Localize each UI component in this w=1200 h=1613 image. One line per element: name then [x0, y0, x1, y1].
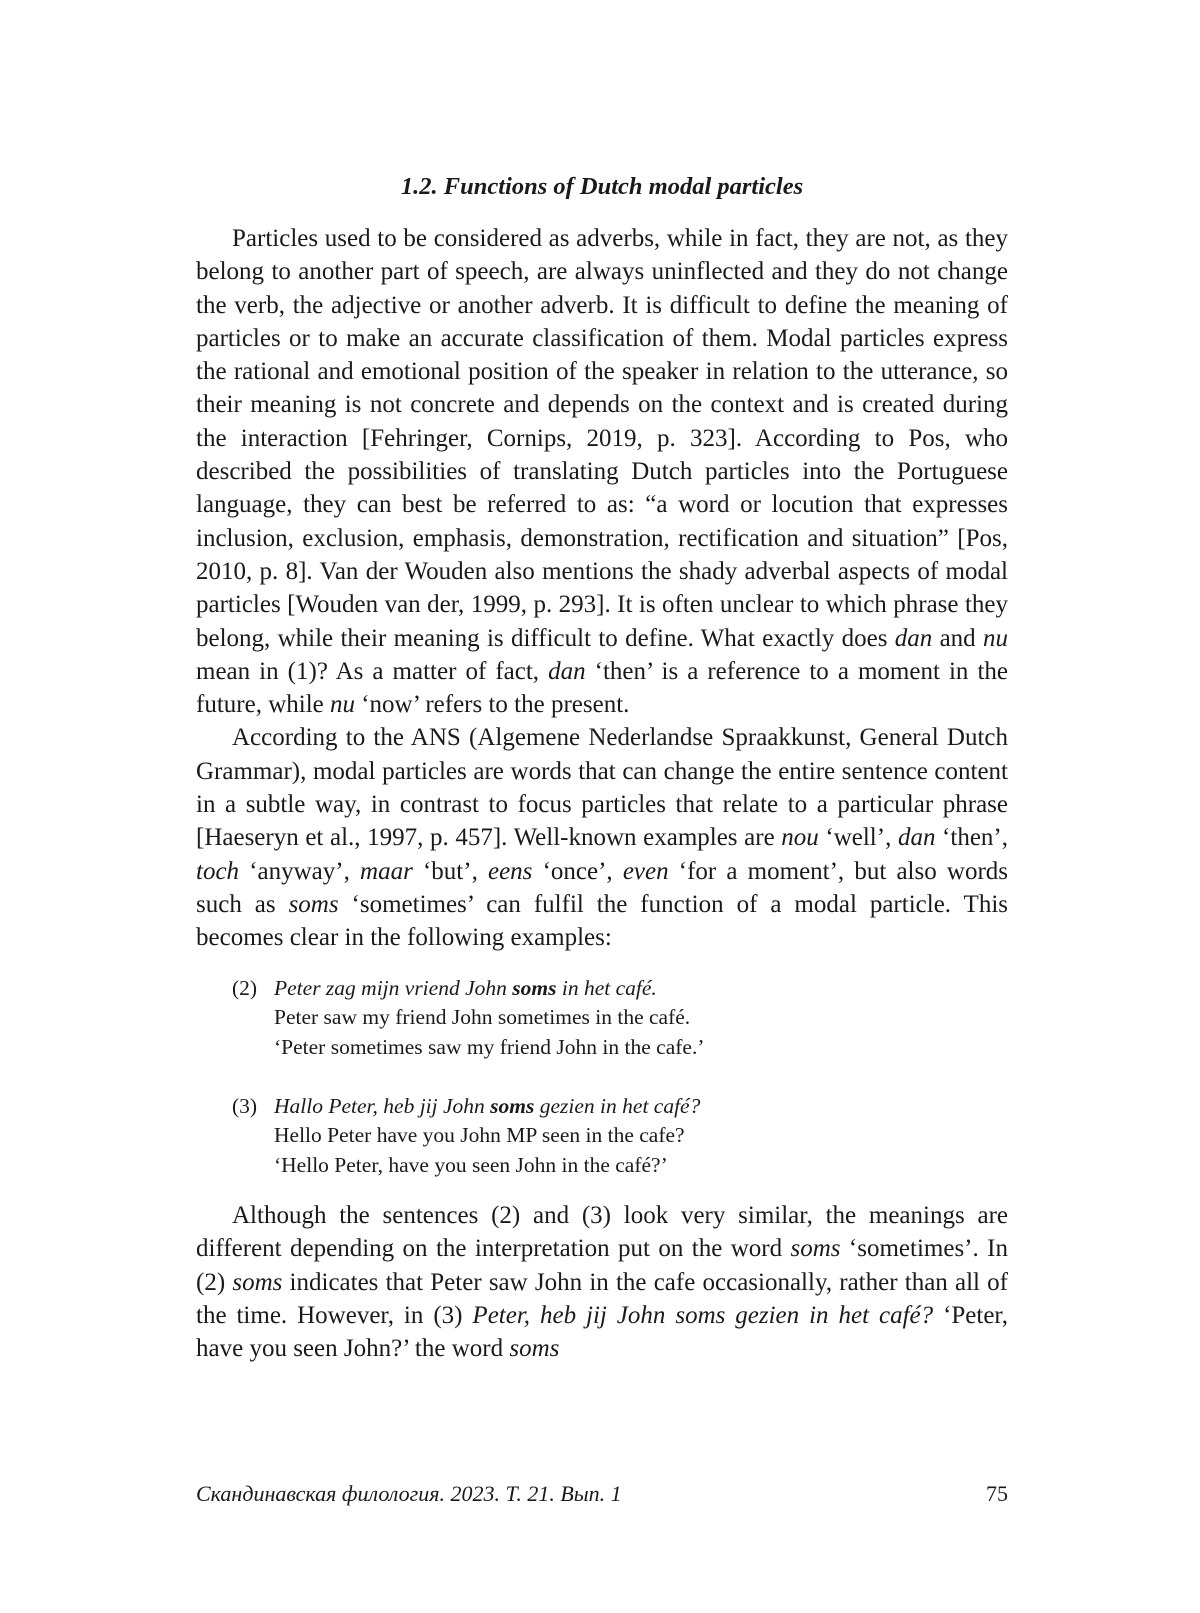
section-title: 1.2. Functions of Dutch modal particles [400, 173, 804, 200]
text-run: gezien in het café? [534, 1093, 701, 1118]
example-lines [274, 1092, 700, 1181]
text-run: Hallo Peter, heb jij John [274, 1093, 491, 1118]
text-run: ‘sometimes’ can fulfil the function of a modal particle. This becomes clear in the following examples: [196, 890, 1008, 952]
text-run: ‘then’, [935, 824, 1008, 852]
example-number: (3) [232, 1093, 258, 1118]
paragraph-2 [196, 721, 1008, 954]
example-number: (2) [232, 975, 258, 1000]
italic-term: nou [781, 824, 819, 852]
italic-term: soms [790, 1235, 841, 1263]
italic-term: soms [232, 1268, 283, 1296]
italic-term: maar [360, 857, 413, 885]
text-run: Although the sentences (2) and (3) look very similar, the meanings are different depending on the interpretation put on the word [196, 1202, 1008, 1263]
italic-term: toch [196, 857, 240, 885]
italic-term: Peter, heb jij John soms gezien in het café? [472, 1301, 934, 1329]
italic-term: soms [288, 890, 339, 918]
text-run: According to the ANS (Algemene Nederlandse Spraakkunst, General Dutch Grammar), modal particles are words that can change the entire sentence content in a subtle way, in contrast to focus particles that relate to a particular phrase [Haeseryn et al., 1997, p. 457]. Well-known examples are [196, 724, 1008, 852]
example-3 [232, 1092, 1008, 1181]
text-run: ‘well’, [818, 824, 898, 852]
text-run: ‘anyway’, [239, 857, 361, 885]
example-translation: ‘Hello Peter, have you seen John in the café?’ [274, 1152, 668, 1177]
text-run: ‘now’ refers to the present. [354, 691, 630, 719]
example-gloss: Hello Peter have you John MP seen in the cafe? [274, 1123, 685, 1148]
example-2 [232, 974, 1008, 1063]
bold-particle: soms [490, 1093, 535, 1118]
example-gloss: Peter saw my friend John sometimes in the café. [274, 1005, 691, 1030]
bold-particle: soms [512, 975, 557, 1000]
examples-block [232, 974, 1008, 1181]
page-footer [196, 1479, 1008, 1509]
text-run: and [932, 624, 983, 652]
italic-term: dan [894, 624, 933, 652]
example-source-sentence [274, 974, 704, 1004]
page-number: 75 [986, 1481, 1008, 1506]
text-run: mean in (1)? As a matter of fact, [196, 657, 549, 685]
text-run: ‘then’ is a reference to a moment in the future, while [196, 657, 1008, 719]
italic-term: eens [487, 857, 533, 885]
italic-term: dan [897, 824, 936, 852]
text-run: Peter zag mijn vriend John [274, 975, 513, 1000]
paragraph-1 [196, 222, 1008, 721]
text-run: indicates that Peter saw John in the cafe occasionally, rather than all of the time. However, in (3) [196, 1268, 1008, 1329]
example-translation: ‘Peter sometimes saw my friend John in the cafe.’ [274, 1034, 705, 1059]
journal-citation: Скандинавская филология. 2023. Т. 21. Вып. 1 [196, 1481, 622, 1506]
text-run: ‘once’, [532, 857, 623, 885]
text-run: in het café. [556, 975, 657, 1000]
italic-term: soms [509, 1335, 560, 1363]
text-run: Particles used to be considered as adverbs, while in fact, they are not, as they belong to another part of speech, are always uninflected and they do not change the verb, the adjective or another adverb. It is difficult to define the meaning of particles or to make an accurate classification of them. Modal particles express the rational and emotional position of the speaker in relation to the utterance, so their meaning is not concrete and depends on the context and is created during the interaction [Fehringer, Cornips, 2019, p. 323]. According to Pos, who described the possibilities of translating Dutch particles into the Portuguese language, they can best be referred to as: “a word or locution that expresses inclusion, exclusion, emphasis, demonstration, rectification and situation” [Pos, 2010, p. 8]. Van der Wouden also mentions the shady adverbal aspects of modal particles [Wouden van der, 1999, p. 293]. It is often unclear to which phrase they belong, while their meaning is difficult to define. What exactly does [196, 225, 1008, 652]
page-content [196, 170, 1008, 1366]
italic-term: dan [548, 657, 586, 685]
text-run: ‘sometimes’. In (2) [196, 1235, 1008, 1296]
italic-term: nu [983, 624, 1008, 652]
example-lines [274, 974, 704, 1063]
text-run: ‘but’, [412, 857, 488, 885]
italic-term: nu [329, 691, 355, 719]
example-source-sentence [274, 1092, 700, 1122]
text-run: ‘Peter, have you seen John?’ the word [196, 1301, 1009, 1363]
text-run: ‘for a moment’, but also words such as [196, 857, 1008, 918]
paragraph-3 [196, 1199, 1008, 1365]
italic-term: even [622, 857, 669, 885]
